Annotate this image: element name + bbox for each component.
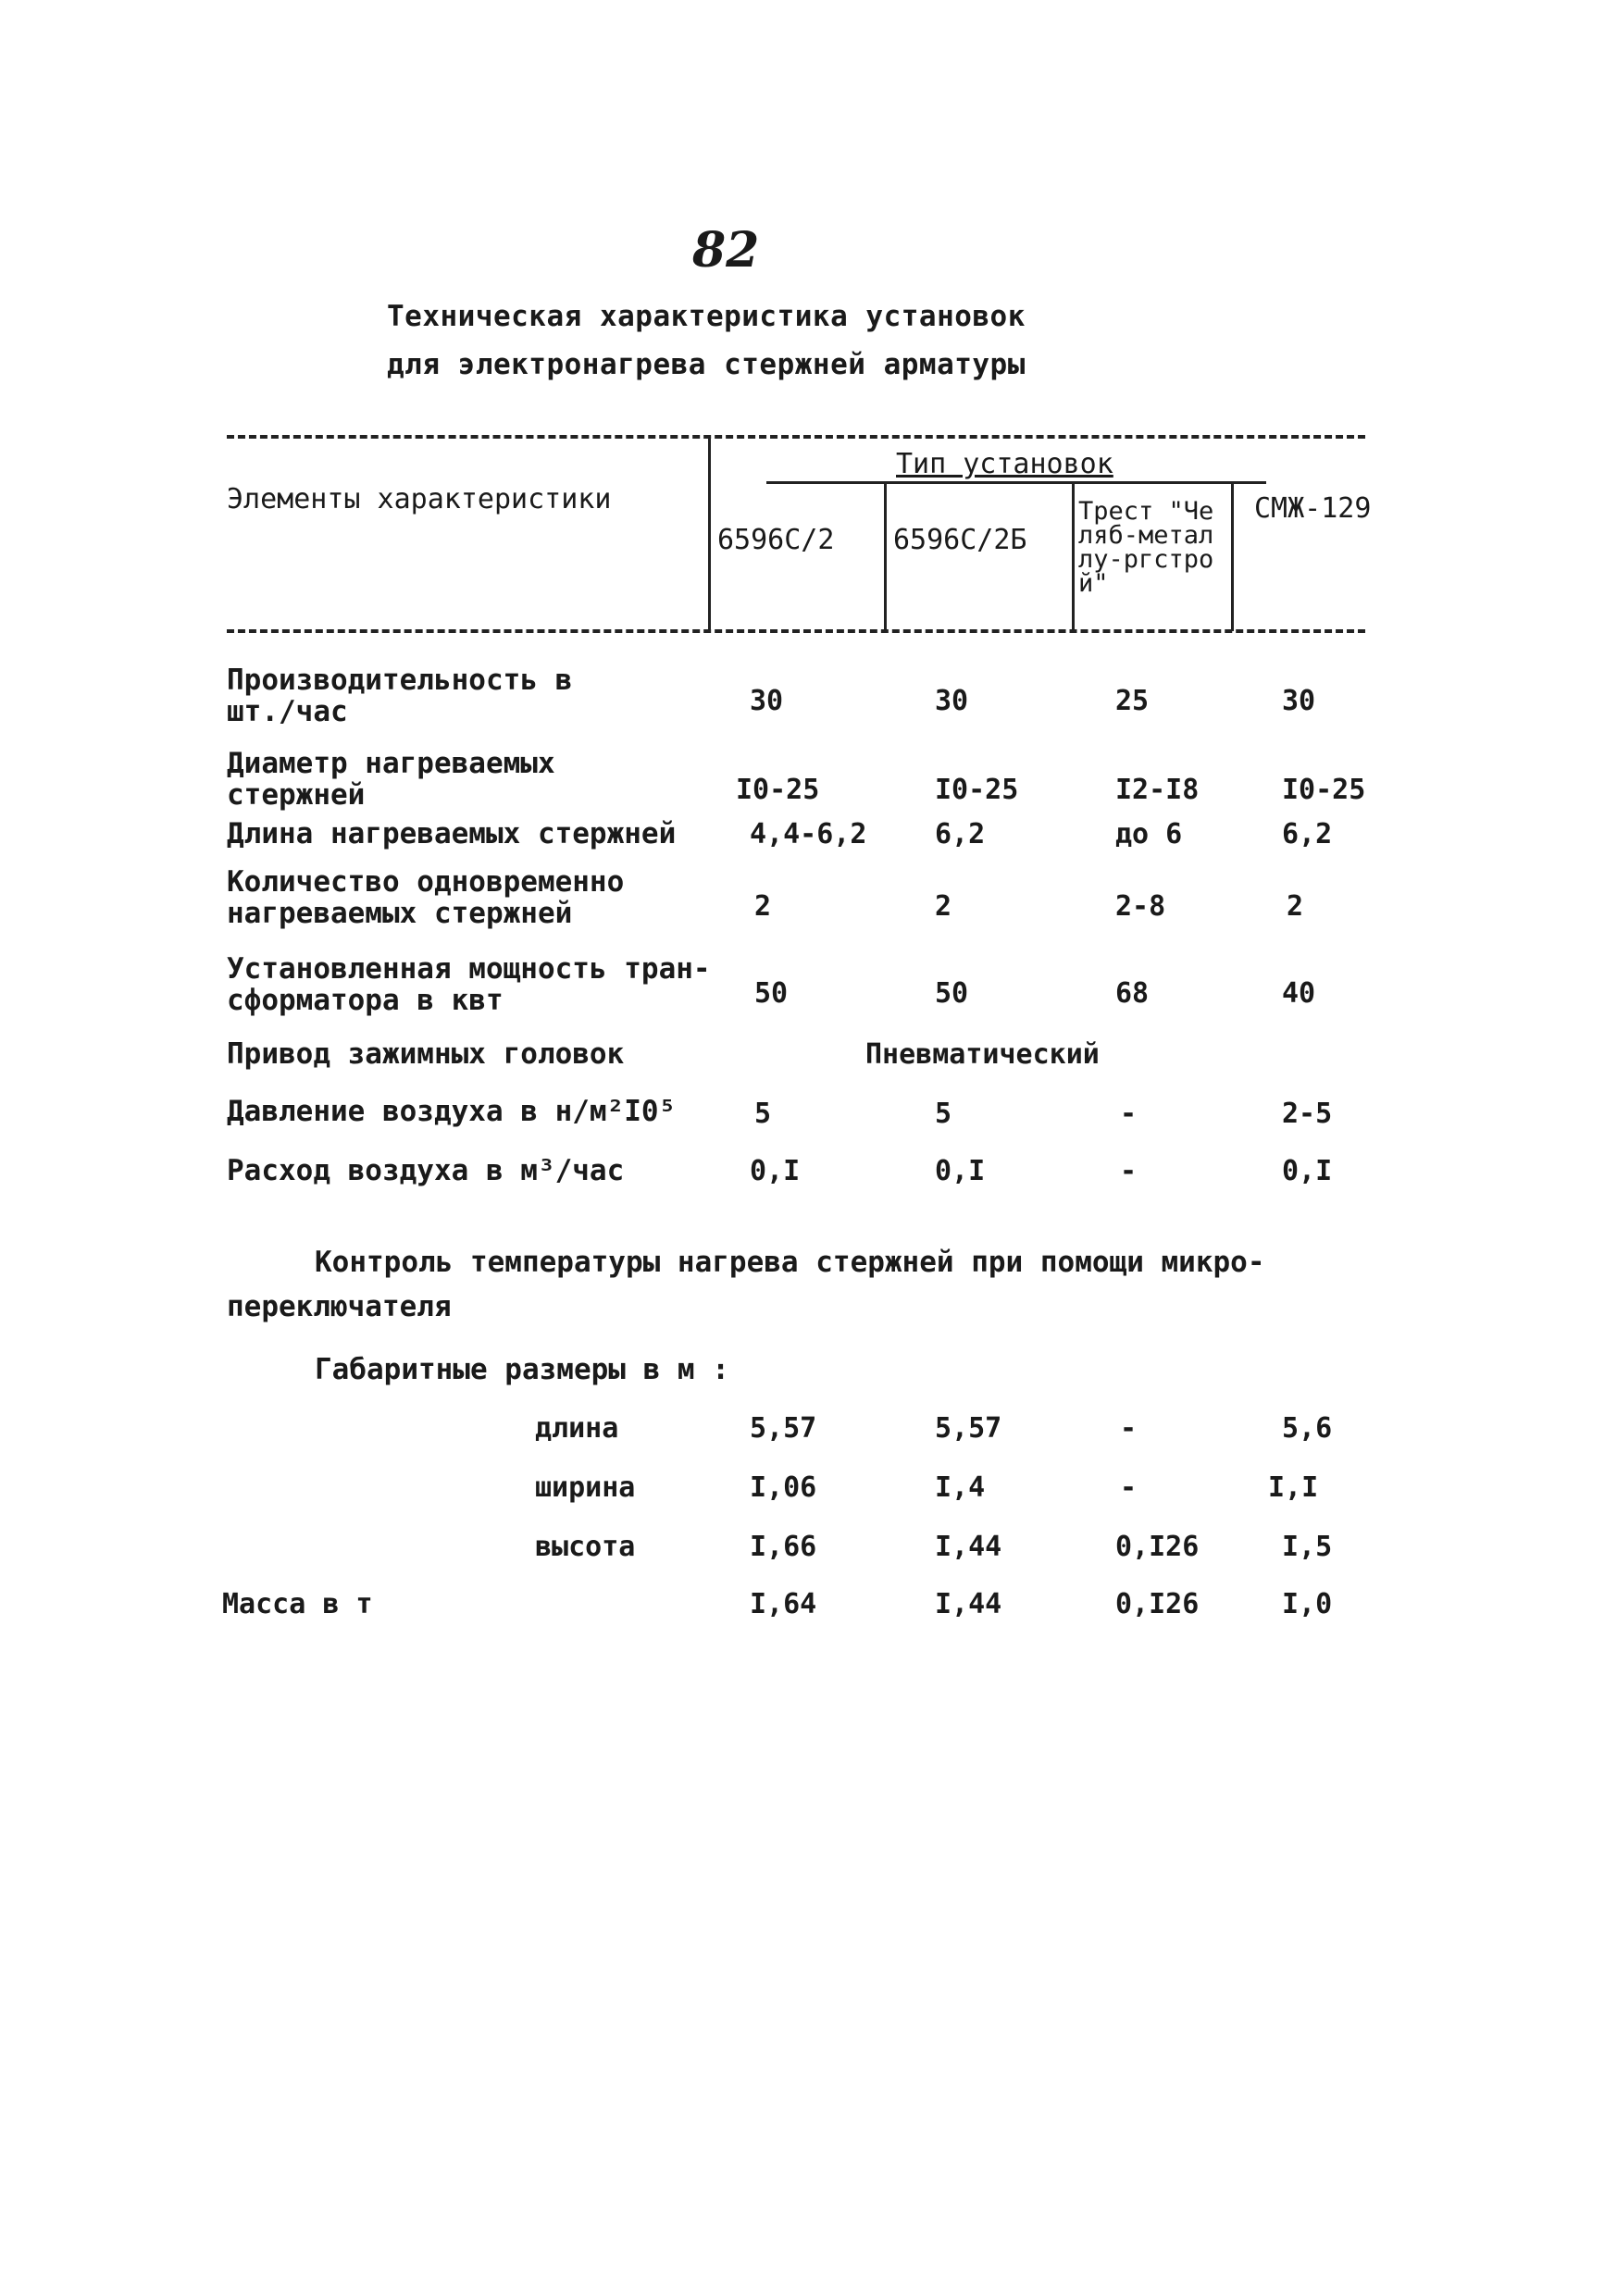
row-label-drive: Привод зажимных головок bbox=[227, 1037, 625, 1071]
row-label-diameter: Диаметр нагреваемых стержней bbox=[227, 747, 555, 812]
table-cell: 50 bbox=[754, 977, 789, 1010]
title-line-1: Техническая характеристика установок bbox=[387, 300, 1026, 333]
row-label-power: Установленная мощность тран- сформатора в квт bbox=[227, 952, 711, 1017]
table-cell: I,I bbox=[1268, 1471, 1319, 1504]
table-cell: 5 bbox=[935, 1098, 952, 1130]
column-header-1: 6596С/2 bbox=[717, 524, 835, 556]
row-header: Элементы характеристики bbox=[227, 483, 612, 515]
table-cell: 25 bbox=[1115, 685, 1150, 717]
table-cell: 2 bbox=[1287, 890, 1304, 923]
table-cell: I,66 bbox=[750, 1531, 817, 1563]
table-header-bottom-rule bbox=[227, 629, 1365, 633]
table-cell: 30 bbox=[1282, 685, 1316, 717]
table-vline-2 bbox=[884, 481, 887, 631]
table-cell: 5 bbox=[754, 1098, 772, 1130]
table-top-rule bbox=[227, 435, 1365, 439]
table-vline-1 bbox=[708, 435, 711, 631]
mass-label: Масса в т bbox=[222, 1588, 373, 1620]
dimension-label-width: ширина bbox=[535, 1471, 636, 1504]
paragraph-line-1: Контроль температуры нагрева стержней при помощи микро- bbox=[315, 1246, 1265, 1279]
column-header-3: Трест "Челяб-металлу-ргстрой" bbox=[1078, 497, 1214, 598]
table-cell: - bbox=[1120, 1098, 1138, 1130]
row-label-count: Количество одновременно нагреваемых стержней bbox=[227, 865, 625, 930]
table-cell: I,44 bbox=[935, 1588, 1002, 1620]
dimension-label-height: высота bbox=[535, 1531, 636, 1563]
column-header-4: СМЖ-129 bbox=[1254, 492, 1372, 525]
table-cell: 0,I26 bbox=[1115, 1588, 1200, 1620]
table-cell: 6,2 bbox=[935, 818, 986, 850]
table-cell: 0,I bbox=[750, 1155, 801, 1187]
row-label-length: Длина нагреваемых стержней bbox=[227, 817, 677, 850]
table-cell: 30 bbox=[750, 685, 784, 717]
table-cell: 0,I bbox=[1282, 1155, 1333, 1187]
table-cell: - bbox=[1120, 1155, 1138, 1187]
table-cell: 5,57 bbox=[935, 1412, 1002, 1445]
table-vline-3 bbox=[1072, 481, 1075, 631]
table-cell: - bbox=[1120, 1412, 1138, 1445]
table-cell: 2-8 bbox=[1115, 890, 1166, 923]
table-cell: 4,4-6,2 bbox=[750, 818, 867, 850]
table-cell: I,64 bbox=[750, 1588, 817, 1620]
table-cell: I,5 bbox=[1282, 1531, 1333, 1563]
group-header: Тип установок bbox=[896, 448, 1113, 480]
table-cell: 40 bbox=[1282, 977, 1316, 1010]
table-cell: I,4 bbox=[935, 1471, 986, 1504]
table-cell: 0,I26 bbox=[1115, 1531, 1200, 1563]
table-cell: I,06 bbox=[750, 1471, 817, 1504]
table-cell: I0-25 bbox=[736, 774, 820, 806]
table-cell: 2 bbox=[935, 890, 952, 923]
paragraph-line-2: переключателя bbox=[227, 1290, 452, 1323]
table-cell: I,0 bbox=[1282, 1588, 1333, 1620]
dimension-label-length: длина bbox=[535, 1412, 619, 1445]
row-label-productivity: Производительность в шт./час bbox=[227, 664, 573, 728]
table-cell: 0,I bbox=[935, 1155, 986, 1187]
page-number: 82 bbox=[692, 222, 760, 279]
table-cell: 5,57 bbox=[750, 1412, 817, 1445]
row-label-air-flow: Расход воздуха в м³/час bbox=[227, 1154, 625, 1187]
dimensions-heading: Габаритные размеры в м : bbox=[315, 1353, 729, 1386]
table-cell: 30 bbox=[935, 685, 969, 717]
row-label-air-pressure: Давление воздуха в н/м²I0⁵ bbox=[227, 1095, 677, 1128]
table-cell: I,44 bbox=[935, 1531, 1002, 1563]
title-line-2: для электронагрева стержней арматуры bbox=[387, 348, 1026, 381]
table-cell: I2-I8 bbox=[1115, 774, 1200, 806]
table-cell: - bbox=[1120, 1471, 1138, 1504]
table-cell: 50 bbox=[935, 977, 969, 1010]
table-cell: 6,2 bbox=[1282, 818, 1333, 850]
table-cell: 2 bbox=[754, 890, 772, 923]
column-header-2: 6596С/2Б bbox=[893, 524, 1027, 556]
table-cell: 2-5 bbox=[1282, 1098, 1333, 1130]
table-cell: 5,6 bbox=[1282, 1412, 1333, 1445]
table-cell: до 6 bbox=[1115, 818, 1183, 850]
table-vline-4 bbox=[1231, 481, 1234, 631]
table-cell: 68 bbox=[1115, 977, 1150, 1010]
table-cell: I0-25 bbox=[935, 774, 1019, 806]
table-cell: I0-25 bbox=[1282, 774, 1366, 806]
table-span-cell: Пневматический bbox=[865, 1038, 1100, 1071]
group-header-rule bbox=[766, 481, 1266, 484]
